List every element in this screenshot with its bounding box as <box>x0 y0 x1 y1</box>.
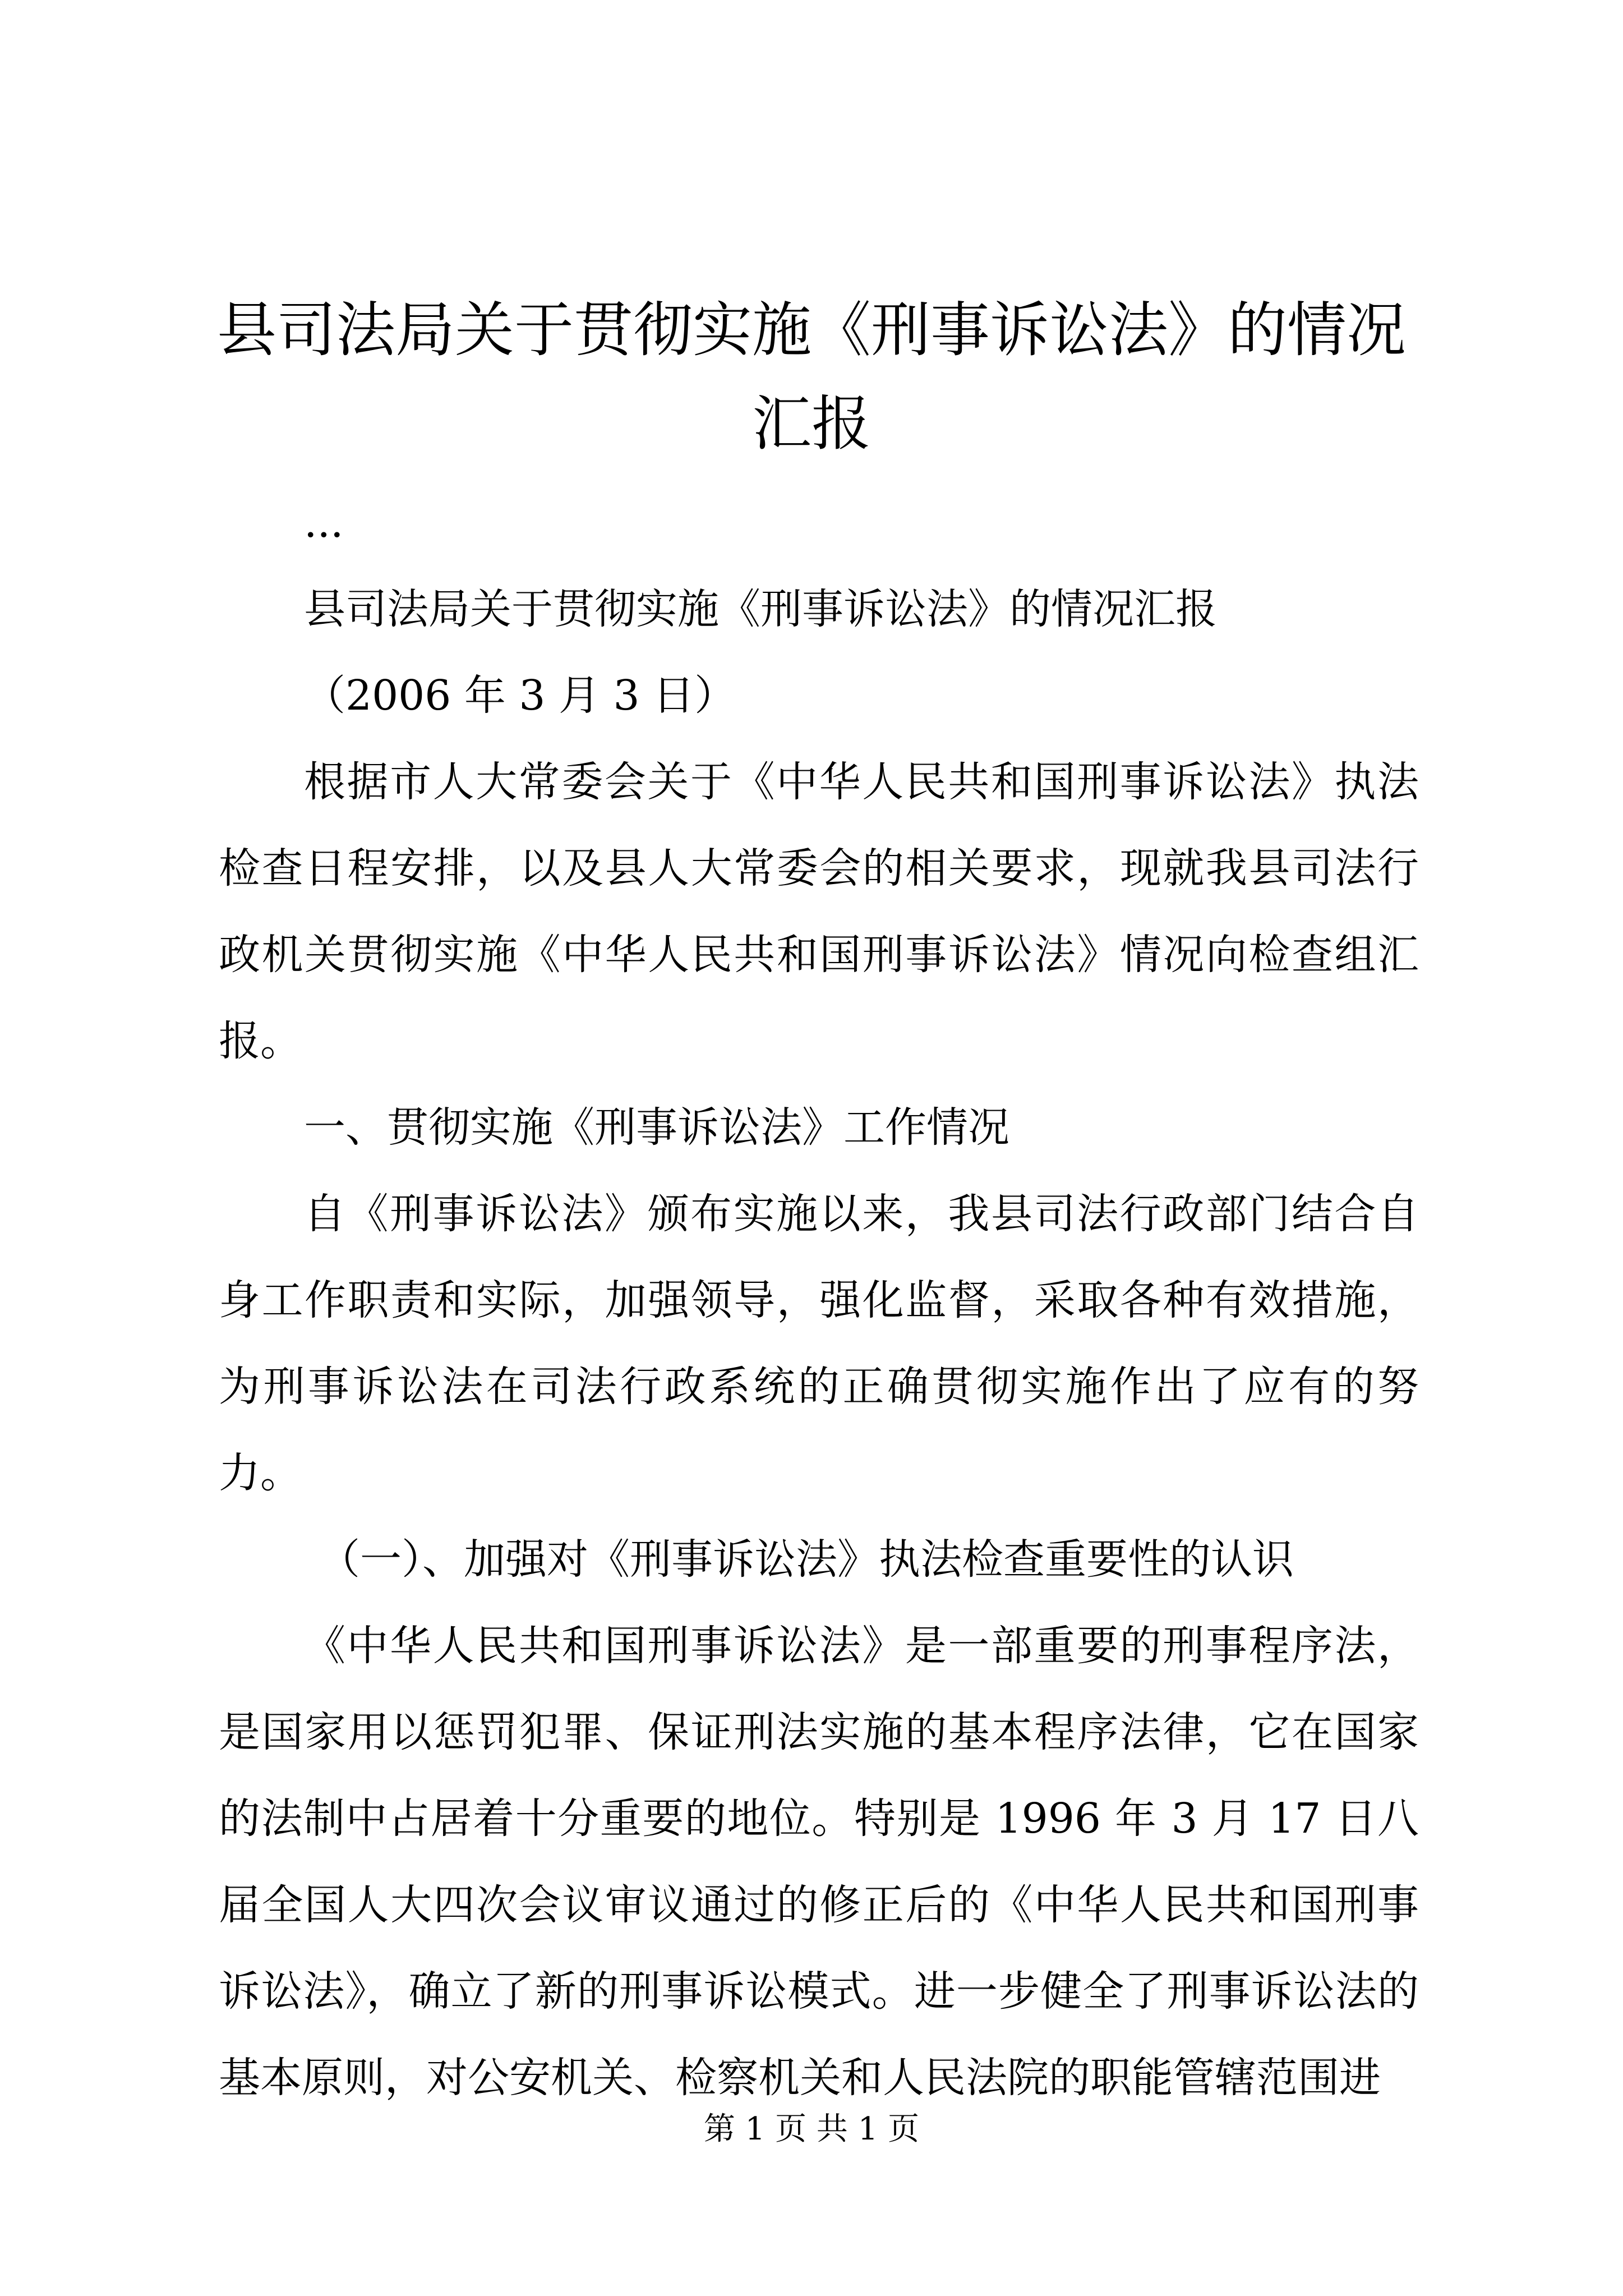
subtitle-line: 县司法局关于贯彻实施《刑事诉讼法》的情况汇报 <box>304 585 1217 633</box>
document-title <box>185 283 1438 471</box>
subsection-paragraph-1: 《中华人民共和国刑事诉讼法》是一部重要的刑事程序法，是国家用以惩罚犯罪、保证刑法实施的基本程序法律，它在国家的法制中占居着十分重要的地位。特别是 1996 年 3 月 17 日八届全国人大四次会议审议通过的修正后的《中华人民共和国刑事诉讼法》，确立了新的刑事诉讼模式。进一步健全了刑事诉讼法的基本原则，对公安机关、检察机关和人民法院的职能管辖范围进 <box>219 1622 1419 2102</box>
document-body <box>219 480 1419 2121</box>
date-line: （2006 年 3 月 3 日） <box>304 671 736 720</box>
section-heading-1: 一、贯彻实施《刑事诉讼法》工作情况 <box>304 1103 1009 1152</box>
ellipsis-line: ... <box>304 499 344 547</box>
section-paragraph-1: 自《刑事诉讼法》颁布实施以来，我县司法行政部门结合自身工作职责和实际，加强领导，强化监督，采取各种有效措施，为刑事诉讼法在司法行政系统的正确贯彻实施作出了应有的努力。 <box>219 1190 1419 1497</box>
page-footer: 第 1 页 共 1 页 <box>703 2111 920 2147</box>
intro-paragraph: 根据市人大常委会关于《中华人民共和国刑事诉讼法》执法检查日程安排，以及县人大常委会的相关要求，现就我县司法行政机关贯彻实施《中华人民共和国刑事诉讼法》情况向检查组汇报。 <box>219 758 1419 1065</box>
subsection-heading-1: （一）、加强对《刑事诉讼法》执法检查重要性的认识 <box>319 1535 1294 1584</box>
title-line-1: 县司法局关于贯彻实施《刑事诉讼法》的情况 <box>217 296 1406 365</box>
title-line-2: 汇报 <box>752 389 871 458</box>
